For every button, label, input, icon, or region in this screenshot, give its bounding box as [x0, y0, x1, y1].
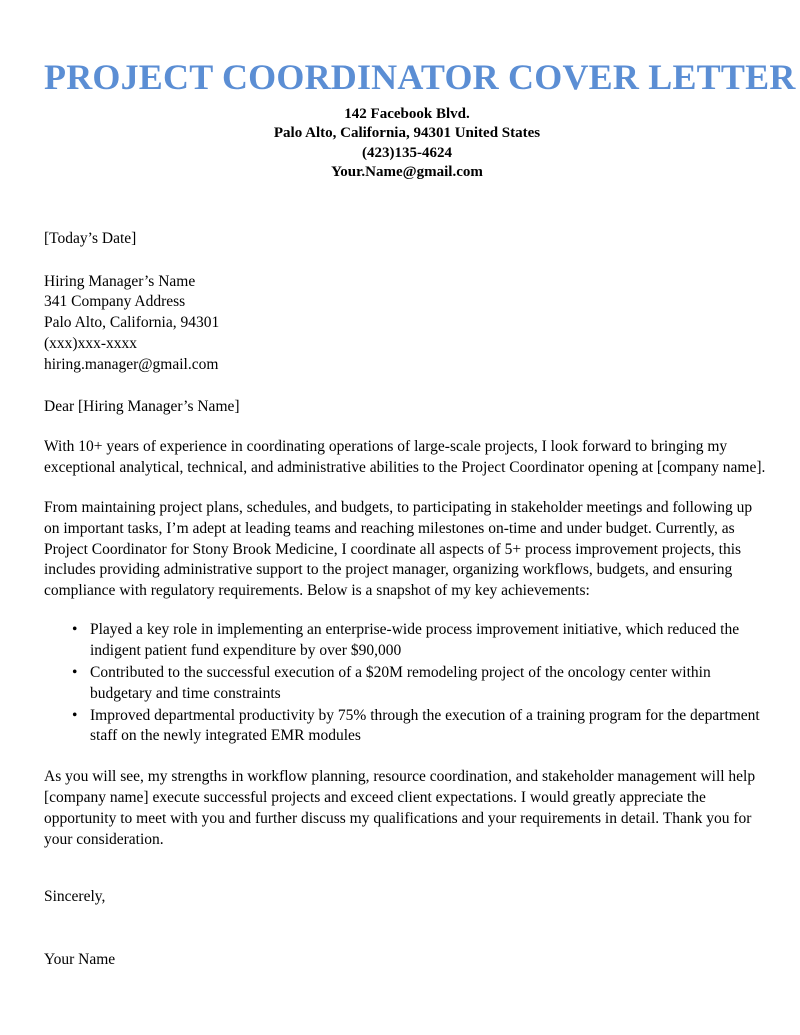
page-title: PROJECT COORDINATOR COVER LETTER [44, 57, 796, 97]
paragraph-experience: From maintaining project plans, schedules, and budgets, to participating in stakeholder meetings and following up on important tasks, I’m adept at leading teams and reaching milestones on-time and under budget. Currently, as Project Coordinator for Stony Brook Medicine, I coordinate all aspects of 5+ process improvement projects, this includes providing administrative support to the project manager, organizing workflows, budgets, and ensuring compliance with regulatory requirements. Below is a snapshot of my key achievements: [44, 498, 753, 600]
sender-phone: (423)135-4624 [362, 144, 452, 161]
achievements-list [44, 620, 770, 747]
recipient-name: Hiring Manager’s Name [44, 272, 196, 290]
sender-city-state-zip: Palo Alto, California, 94301 United States [273, 125, 541, 142]
recipient-city-state-zip: Palo Alto, California, 94301 [44, 314, 220, 332]
sender-contact-block [44, 105, 770, 183]
achievement-text: Played a key role in implementing an enterprise-wide process improvement initiative, which reduced the indigent patient fund expenditure by over $90,000 [90, 621, 740, 659]
letter-content [44, 0, 796, 971]
date-placeholder: [Today’s Date] [44, 229, 137, 247]
list-item [44, 663, 770, 705]
recipient-email: hiring.manager@gmail.com [44, 355, 219, 373]
list-item [44, 620, 770, 662]
recipient-block [44, 272, 770, 376]
signer-name: Your Name [44, 951, 116, 969]
recipient-phone: (xxx)xxx-xxxx [44, 334, 137, 352]
paragraph-intro: With 10+ years of experience in coordinating operations of large-scale projects, I look forward to bringing my exceptional analytical, technical, and administrative abilities to the Project Coordinator opening at [company name]. [44, 438, 766, 477]
signoff: Sincerely, [44, 887, 106, 905]
achievement-text: Contributed to the successful execution of a $20M remodeling project of the oncology center within budgetary and time constraints [90, 663, 711, 702]
sender-street: 142 Facebook Blvd. [344, 105, 470, 122]
bullet-icon: • [72, 621, 78, 639]
sender-email: Your.Name@gmail.com [331, 164, 483, 181]
recipient-street: 341 Company Address [44, 293, 186, 311]
paragraph-closing: As you will see, my strengths in workflow planning, resource coordination, and stakeholder management will help [company name] execute successful projects and exceed client expectations. I would greatly appreciate the opportunity to meet with you and further discuss my qualifications and your requirements in detail. Thank you for your consideration. [44, 768, 756, 848]
bullet-icon: • [72, 706, 78, 724]
achievement-text: Improved departmental productivity by 75% through the execution of a training program for the department staff on the newly integrated EMR modules [90, 706, 760, 745]
list-item [44, 706, 770, 748]
bullet-icon: • [72, 663, 78, 681]
salutation: Dear [Hiring Manager’s Name] [44, 398, 240, 416]
